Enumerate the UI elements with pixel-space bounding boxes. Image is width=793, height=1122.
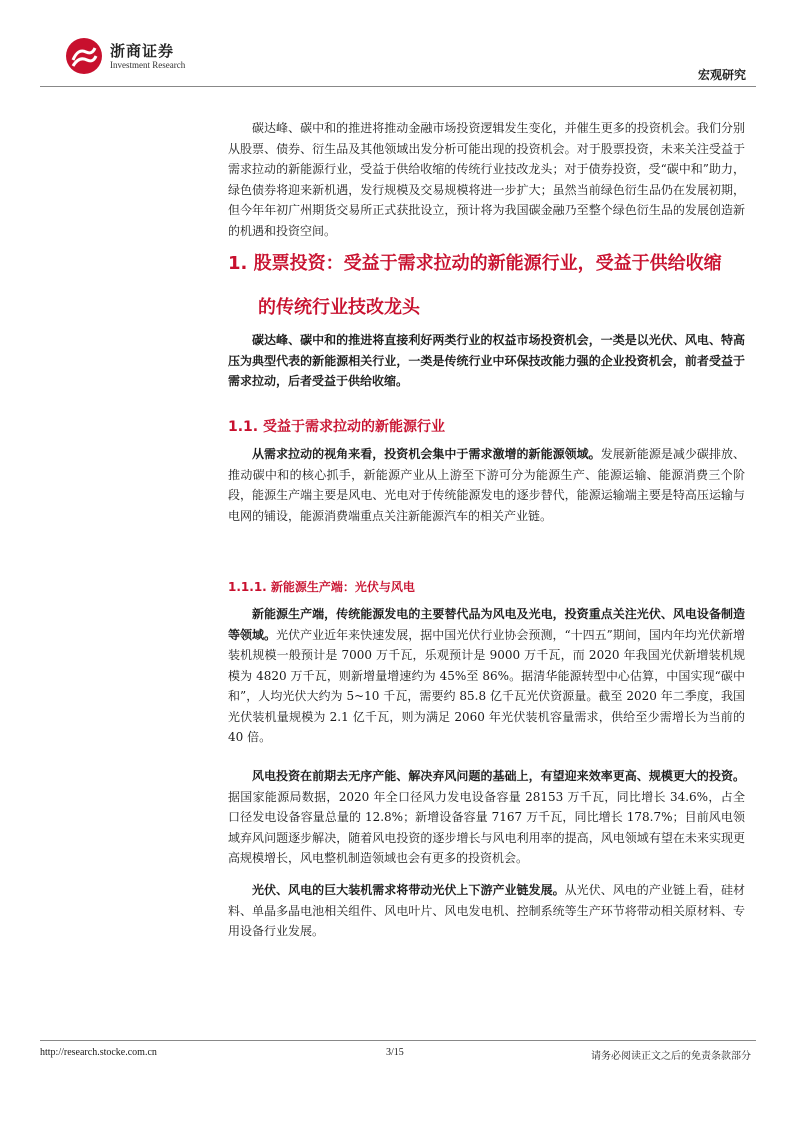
brand-logo [64, 36, 214, 76]
brand-name-cn: 浙商证券 [110, 42, 175, 60]
footer-url-link[interactable]: http://research.stocke.com.cn [40, 1047, 157, 1058]
footer-disclaimer: 请务必阅读正文之后的免责条款部分 [591, 1051, 751, 1062]
page-number: 3/15 [386, 1047, 404, 1058]
wind-lead: 风电投资在前期去无序产能、解决弃风问题的基础上，有望迎来效率更高、规模更大的投资。 [252, 769, 745, 783]
page-header [40, 30, 756, 88]
section-1-1-1-heading: 1.1.1. 新能源生产端：光伏与风电 [228, 580, 415, 594]
brand-name-en: Investment Research [110, 60, 186, 70]
supply-chain-body: 从光伏、风电的产业链上看，硅材料、单晶多晶电池相关组件、风电叶片、风电发电机、控制系统等生产环节将带动相关原材料、专用设备行业发展。 [228, 883, 745, 938]
section-1-1-body: 发展新能源是减少碳排放、推动碳中和的核心抓手，新能源产业从上游至下游可分为能源生产、能源运输、能源消费三个阶段，能源生产端主要是风电、光电对于传统能源发电的逐步替代，能源运输端主要是特高压运输与电网的铺设，能源消费端重点关注新能源汽车的相关产业链。 [228, 447, 745, 523]
section-1-heading [228, 246, 758, 326]
wind-paragraph [228, 766, 745, 869]
brand-logo-icon [64, 36, 104, 76]
section-1-1-heading: 1.1. 受益于需求拉动的新能源行业 [228, 419, 445, 435]
section-1-1-lead: 从需求拉动的视角来看，投资机会集中于需求激增的新能源领域。 [252, 447, 601, 461]
wind-body: 据国家能源局数据，2020 年全口径风力发电设备容量 28153 万千瓦，同比增长 34.6%，占全口径发电设备容量总量的 12.8%；新增设备容量 7167 万千瓦，同比增长 178.7%；目前风电领域弃风问题逐步解决，随着风电投资的逐步增长与风电利用率的提高，风电领域有望在未来实现更高规模增长，风电整机制造领域也会有更多的投资机会。 [228, 789, 745, 865]
supply-chain-lead: 光伏、风电的巨大装机需求将带动光伏上下游产业链发展。 [252, 883, 565, 897]
section-1-title-line2: 的传统行业技改龙头 [258, 297, 420, 318]
intro-paragraph: 碳达峰、碳中和的推进将推动金融市场投资逻辑发生变化，并催生更多的投资机会。我们分别从股票、债券、衍生品及其他领域出发分析可能出现的投资机会。对于股票投资，未来关注受益于需求拉动的新能源行业，受益于供给收缩的传统行业技改龙头；对于债券投资，受“碳中和”助力，绿色债券将迎来新机遇，发行规模及交易规模将进一步扩大；虽然当前绿色衍生品仍在发展初期，但今年年初广州期货交易所正式获批设立，预计将为我国碳金融乃至整个绿色衍生品的发展创造新的机遇和投资空间。 [228, 121, 745, 238]
solar-paragraph [228, 604, 745, 748]
solar-lead: 新能源生产端，传统能源发电的主要替代品为风电及光电，投资重点关注光伏、风电设备制造等领域。 [228, 607, 745, 642]
solar-body: 光伏产业近年来快速发展，据中国光伏行业协会预测，“十四五”期间，国内年均光伏新增装机规模一般预计是 7000 万千瓦，乐观预计是 9000 万千瓦，而 2020 年我国光伏新增装机规模为 4820 万千瓦，则新增量增速约为 45%至 86%。据清华能源转型中心估算，中国实现“碳中和”，人均光伏大约为 5~10 千瓦，需要约 85.8 亿千瓦光伏资源量。截至 2020 年二季度，我国光伏装机量规模为 2.1 亿千瓦，则为满足 2060 年光伏装机容量需求，供给至少需增长为当前的 40 倍。 [228, 627, 745, 744]
header-divider [40, 86, 756, 87]
section-1-title-line1: 1. 股票投资：受益于需求拉动的新能源行业，受益于供给收缩 [228, 253, 722, 274]
section-1-summary: 碳达峰、碳中和的推进将直接利好两类行业的权益市场投资机会，一类是以光伏、风电、特高压为典型代表的新能源相关行业，一类是传统行业中环保技改能力强的企业投资机会，前者受益于需求拉动，后者受益于供给收缩。 [228, 333, 745, 388]
section-1-1-paragraph [228, 444, 745, 526]
supply-chain-paragraph [228, 880, 745, 942]
footer-divider [40, 1040, 756, 1041]
report-type: 宏观研究 [697, 68, 746, 82]
